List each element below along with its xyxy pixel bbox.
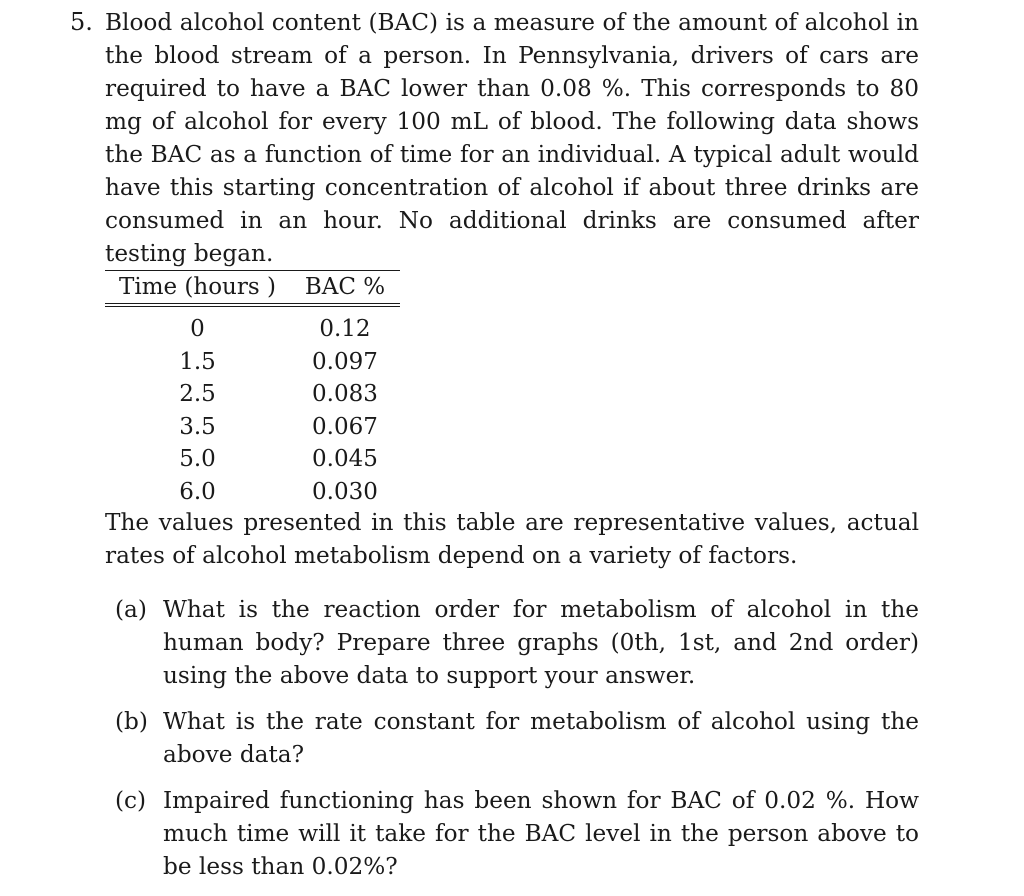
part-label: (c) [115, 787, 147, 814]
header-bac: BAC % [304, 274, 386, 300]
cell-bac: 0.12 [319, 316, 371, 342]
cell-time: 3.5 [179, 413, 216, 440]
table-header-row [105, 271, 400, 306]
cell-time: 1.5 [179, 348, 216, 375]
part-c [115, 784, 919, 883]
bac-table-container [105, 270, 400, 508]
cell-bac: 0.030 [312, 478, 378, 505]
header-time: Time (hours ) [119, 274, 276, 300]
cell-bac: 0.067 [312, 413, 378, 440]
table-row [105, 476, 400, 509]
table-row [105, 411, 400, 444]
part-text: What is the rate constant for metabolism of alcohol using the above data? [163, 708, 919, 768]
cell-bac: 0.045 [312, 446, 378, 472]
cell-time: 0 [190, 316, 205, 342]
table-row [105, 305, 400, 346]
part-text: Impaired functioning has been shown for BAC of 0.02 %. How much time will it take for the BAC level in the person above to be less than 0.02%? [163, 787, 919, 880]
part-text: What is the reaction order for metabolism of alcohol in the human body? Prepare three graphs (0th, 1st, and 2nd order) using the above data to support your answer. [163, 596, 919, 689]
part-b [115, 705, 919, 771]
cell-bac: 0.083 [312, 381, 378, 407]
table-row [105, 378, 400, 411]
cell-time: 5.0 [179, 446, 216, 472]
part-label: (b) [115, 708, 148, 735]
bac-table [105, 270, 400, 508]
problem-number: 5. [70, 8, 93, 36]
part-label: (a) [115, 596, 147, 623]
question-parts [115, 593, 919, 896]
table-row [105, 346, 400, 379]
table-row [105, 443, 400, 476]
cell-time: 6.0 [179, 478, 216, 505]
cell-time: 2.5 [179, 381, 216, 407]
part-a [115, 593, 919, 692]
table-note: The values presented in this table are representative values, actual rates of alcohol metabolism depend on a variety of factors. [105, 509, 919, 569]
cell-bac: 0.097 [312, 348, 378, 375]
problem-intro: Blood alcohol content (BAC) is a measure of the amount of alcohol in the blood stream of a person. In Pennsylvania, drivers of cars are required to have a BAC lower than 0.08 %. This corresponds to 80 mg of alcohol for every 100 mL of blood. The following data shows the BAC as a function of time for an individual. A typical adult would have this starting concentration of alcohol if about three drinks are consumed in an hour. No additional drinks are consumed after testing began. [105, 9, 919, 267]
